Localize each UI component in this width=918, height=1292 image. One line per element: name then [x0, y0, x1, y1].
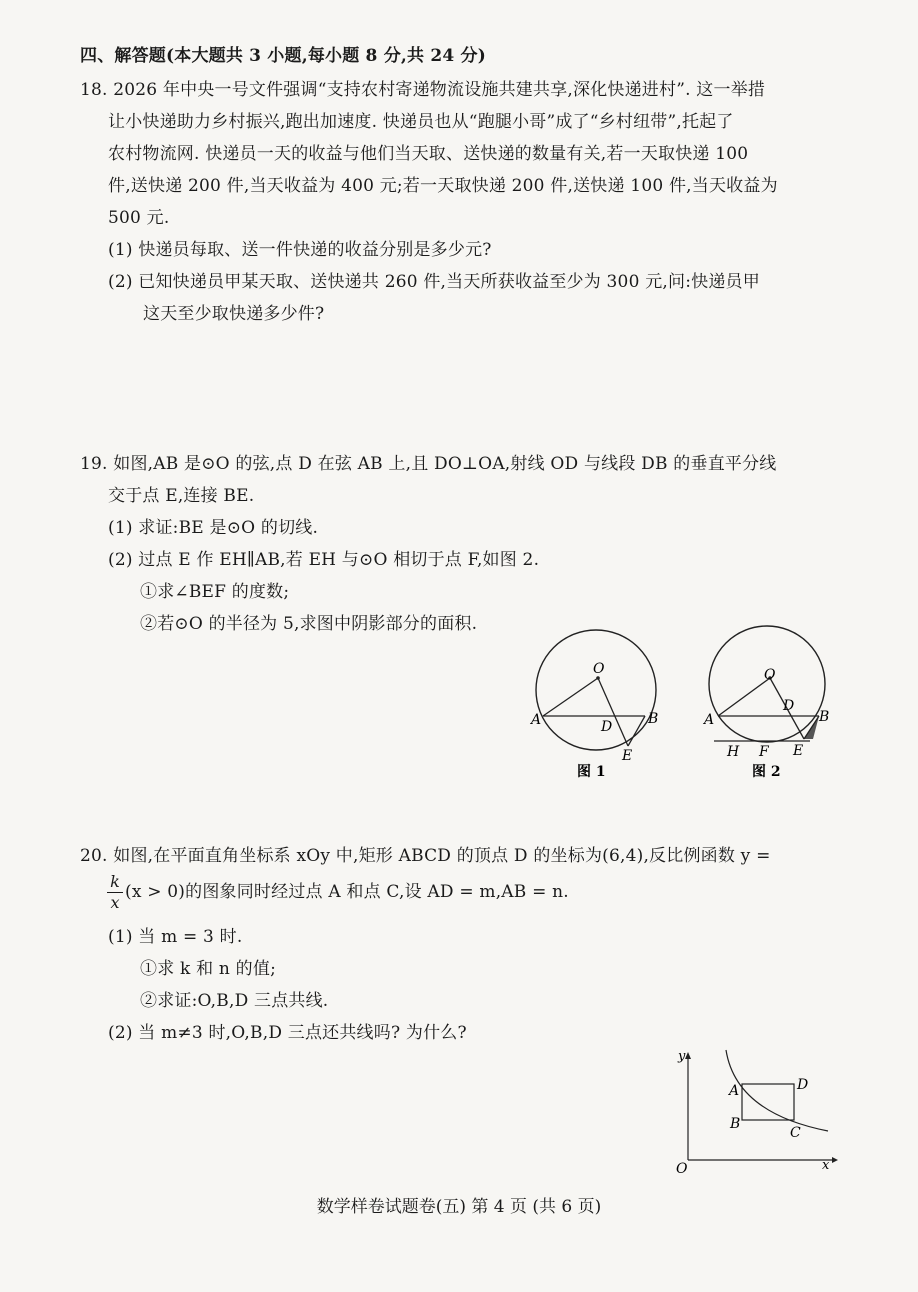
fig2-label-d: D [783, 698, 795, 714]
q20-fraction-denominator: x [110, 893, 120, 912]
fig1-label-b: B [648, 711, 659, 727]
q20-line-2: (x > 0)的图象同时经过点 A 和点 C,设 AD = m,AB = n. [125, 882, 569, 902]
fig1-circle [536, 630, 659, 750]
label-x: x [822, 1158, 830, 1173]
q18-line-4: 件,送快递 200 件,当天收益为 400 元;若一天取快递 200 件,送快递 100 件,当天收益为 [108, 176, 778, 196]
q20-fraction-numerator: k [110, 872, 120, 891]
label-a: A [729, 1083, 740, 1099]
q20-part-1: (1) 当 m = 3 时. [108, 927, 243, 947]
fig2-label-a: A [704, 712, 715, 728]
fig1-caption: 图 1 [577, 764, 606, 780]
fig2-label-f: F [759, 744, 769, 760]
q20-sub-1: ①求 k 和 n 的值; [140, 959, 276, 979]
q18-line-2: 让小快递助力乡村振兴,跑出加速度. 快递员也从“跑腿小哥”成了“乡村纽带”,托起了 [108, 112, 734, 132]
q18-part-1: (1) 快递员每取、送一件快递的收益分别是多少元? [108, 240, 492, 260]
label-y: y [678, 1049, 686, 1064]
fig1-label-e: E [622, 748, 633, 764]
q20-figure [668, 1045, 840, 1180]
fig1-segment-oa [543, 678, 598, 716]
page-footer: 数学样卷试题卷(五) 第 4 页 (共 6 页) [316, 1197, 602, 1217]
q19-sub-1: ①求∠BEF 的度数; [140, 582, 290, 602]
q19-figure-1 [525, 620, 675, 790]
hyperbola-curve [726, 1050, 828, 1131]
q19-line-1: 19. 如图,AB 是⊙O 的弦,点 D 在弦 AB 上,且 DO⊥OA,射线 OD 与线段 DB 的垂直平分线 [80, 454, 777, 474]
q18-part-2-line-2: 这天至少取快递多少件? [143, 304, 325, 324]
q19-sub-2: ②若⊙O 的半径为 5,求图中阴影部分的面积. [140, 614, 478, 634]
x-axis-arrow [832, 1157, 838, 1163]
q19-figure-2 [700, 620, 845, 790]
fig2-label-o: O [764, 667, 776, 683]
q18-line-3: 农村物流网. 快递员一天的收益与他们当天取、送快递的数量有关,若一天取快递 100 [108, 144, 749, 164]
fig2-label-b: B [819, 709, 830, 725]
label-c: C [790, 1125, 801, 1141]
fig1-label-a: A [531, 712, 542, 728]
q19-part-2: (2) 过点 E 作 EH∥AB,若 EH 与⊙O 相切于点 F,如图 2. [108, 550, 540, 570]
q18-line-1: 18. 2026 年中央一号文件强调“支持农村寄递物流设施共建共享,深化快递进村”. 这一举措 [80, 80, 766, 100]
q19-line-2: 交于点 E,连接 BE. [108, 486, 255, 506]
q18-part-2-line-1: (2) 已知快递员甲某天取、送快递共 260 件,当天所获收益至少为 300 元,问:快递员甲 [108, 272, 760, 292]
fig2-label-h: H [727, 744, 740, 760]
label-d: D [797, 1077, 809, 1093]
fig1-label-d: D [601, 719, 613, 735]
q20-line-1: 20. 如图,在平面直角坐标系 xOy 中,矩形 ABCD 的顶点 D 的坐标为(6,4),反比例函数 y = [80, 846, 771, 866]
rectangle-abcd [742, 1084, 794, 1120]
fig1-segment-be [628, 716, 645, 746]
y-axis-arrow [685, 1052, 691, 1059]
section-header: 四、解答题(本大题共 3 小题,每小题 8 分,共 24 分) [80, 46, 486, 66]
fig2-circle [709, 626, 825, 742]
fig2-caption: 图 2 [752, 764, 781, 780]
q20-sub-2: ②求证:O,B,D 三点共线. [140, 991, 329, 1011]
q20-part-2: (2) 当 m≠3 时,O,B,D 三点还共线吗? 为什么? [108, 1023, 467, 1043]
fig2-segment-oa [718, 678, 770, 716]
q19-part-1: (1) 求证:BE 是⊙O 的切线. [108, 518, 319, 538]
fig1-ray-od [598, 678, 628, 746]
label-b: B [730, 1116, 741, 1132]
label-origin: O [676, 1161, 688, 1177]
fig1-label-o: O [593, 661, 605, 677]
fig2-label-e: E [793, 743, 804, 759]
q18-line-5: 500 元. [108, 208, 170, 228]
